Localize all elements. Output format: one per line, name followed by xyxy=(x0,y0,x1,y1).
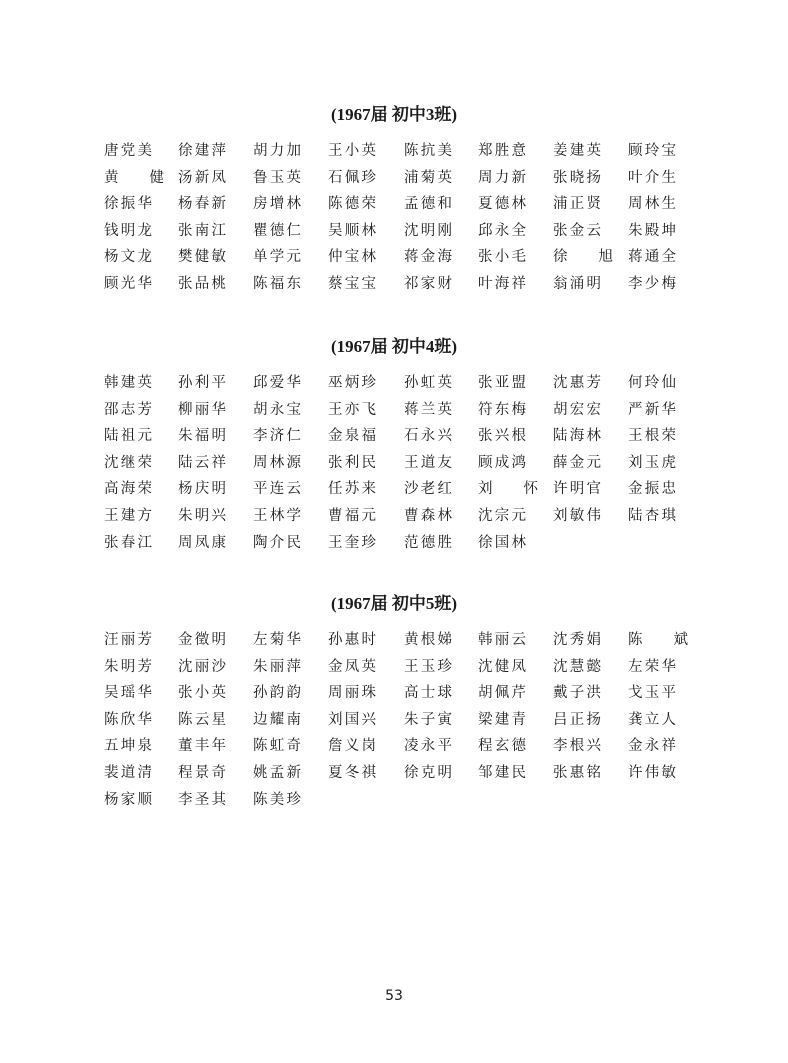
student-name: 五坤泉 xyxy=(104,738,152,755)
student-name: 夏冬祺 xyxy=(328,764,376,781)
student-name: 张南江 xyxy=(178,222,226,239)
student-name: 王小英 xyxy=(328,143,376,159)
student-name: 戈玉平 xyxy=(628,685,676,702)
student-name: 沈惠芳 xyxy=(553,375,601,391)
student-name: 陈抗美 xyxy=(404,143,452,159)
student-name: 巫炳珍 xyxy=(328,375,376,391)
name-row xyxy=(0,271,788,298)
name-row xyxy=(0,423,788,450)
section-title: (1967届 初中5班) xyxy=(330,594,458,613)
student-name: 张春江 xyxy=(104,534,152,551)
student-name: 梁建青 xyxy=(478,711,526,728)
student-name: 沈丽沙 xyxy=(178,658,226,675)
student-name: 董丰年 xyxy=(178,738,226,755)
name-row xyxy=(0,165,788,192)
student-name: 刘玉虎 xyxy=(628,454,676,471)
student-name: 李济仁 xyxy=(253,428,301,445)
student-name: 陈欣华 xyxy=(104,711,152,728)
student-name: 龚立人 xyxy=(628,711,676,728)
student-name: 程玄德 xyxy=(478,738,526,755)
student-name: 左荣华 xyxy=(628,658,676,675)
student-name: 顾成鸿 xyxy=(478,454,526,471)
student-name: 张金云 xyxy=(553,222,601,239)
student-name: 吴顺林 xyxy=(328,222,376,239)
name-row xyxy=(0,530,788,557)
student-name: 许伟敏 xyxy=(628,764,676,781)
student-name: 郑胜意 xyxy=(478,143,526,159)
student-name: 陆海林 xyxy=(553,428,601,445)
student-name: 孟德和 xyxy=(404,196,452,213)
class-section-3 xyxy=(0,102,788,298)
name-row xyxy=(0,450,788,477)
name-row xyxy=(0,733,788,760)
student-name: 孙虹英 xyxy=(404,375,452,391)
student-name: 仲宝林 xyxy=(328,249,376,266)
student-name: 徐 旭 xyxy=(553,249,613,266)
student-name: 朱殿坤 xyxy=(628,222,676,239)
student-name: 任苏来 xyxy=(328,481,376,498)
student-name: 邱永全 xyxy=(478,222,526,239)
student-name: 单学元 xyxy=(253,249,301,266)
student-name: 范德胜 xyxy=(404,534,452,551)
student-name: 沈继荣 xyxy=(104,454,152,471)
student-name: 徐建萍 xyxy=(178,143,226,159)
student-name: 高士球 xyxy=(404,685,452,702)
student-name: 柳丽华 xyxy=(178,401,226,418)
student-name: 金泉福 xyxy=(328,428,376,445)
student-name: 周林生 xyxy=(628,196,676,213)
student-name: 蒋兰英 xyxy=(404,401,452,418)
student-name: 孙惠时 xyxy=(328,632,376,648)
student-name: 胡佩芹 xyxy=(478,685,526,702)
student-name: 顾玲宝 xyxy=(628,143,676,159)
student-name: 张品桃 xyxy=(178,275,226,292)
student-name: 胡宏宏 xyxy=(553,401,601,418)
student-name: 蒋金海 xyxy=(404,249,452,266)
student-name: 张兴根 xyxy=(478,428,526,445)
student-name: 程景奇 xyxy=(178,764,226,781)
student-name: 李圣其 xyxy=(178,791,226,808)
student-name: 邵志芳 xyxy=(104,401,152,418)
student-name: 何玲仙 xyxy=(628,375,676,391)
student-name: 王亦飞 xyxy=(328,401,376,418)
student-name: 浦正贤 xyxy=(553,196,601,213)
name-row xyxy=(0,397,788,424)
student-name: 周凤康 xyxy=(178,534,226,551)
student-name: 曹森林 xyxy=(404,507,452,524)
student-name: 叶海祥 xyxy=(478,275,526,292)
student-name: 祁家财 xyxy=(404,275,452,292)
student-name: 胡力加 xyxy=(253,143,301,159)
name-row xyxy=(0,191,788,218)
student-name: 黄根娣 xyxy=(404,632,452,648)
student-name: 鲁玉英 xyxy=(253,169,301,186)
student-name: 金永祥 xyxy=(628,738,676,755)
student-name: 沈秀娟 xyxy=(553,632,601,648)
student-name: 陈虹奇 xyxy=(253,738,301,755)
student-name: 夏德林 xyxy=(478,196,526,213)
student-name: 吴瑶华 xyxy=(104,685,152,702)
student-name: 朱子寅 xyxy=(404,711,452,728)
student-name: 符东梅 xyxy=(478,401,526,418)
student-name: 韩丽云 xyxy=(478,632,526,648)
student-name: 石永兴 xyxy=(404,428,452,445)
student-name: 严新华 xyxy=(628,401,676,418)
student-name: 周丽珠 xyxy=(328,685,376,702)
student-name: 胡永宝 xyxy=(253,401,301,418)
student-name: 李根兴 xyxy=(553,738,601,755)
student-name: 边耀南 xyxy=(253,711,301,728)
student-name: 朱明芳 xyxy=(104,658,152,675)
student-name: 王根荣 xyxy=(628,428,676,445)
name-row xyxy=(0,503,788,530)
student-name: 金凤英 xyxy=(328,658,376,675)
student-name: 钱明龙 xyxy=(104,222,152,239)
name-row xyxy=(0,707,788,734)
student-name: 汪丽芳 xyxy=(104,632,152,648)
student-name: 左菊华 xyxy=(253,632,301,648)
student-name: 朱福明 xyxy=(178,428,226,445)
student-name: 周林源 xyxy=(253,454,301,471)
student-name: 凌永平 xyxy=(404,738,452,755)
student-name: 翁涌明 xyxy=(553,275,601,292)
student-name: 张小毛 xyxy=(478,249,526,266)
student-name: 杨家顺 xyxy=(104,791,152,808)
name-grid xyxy=(0,138,788,298)
student-name: 朱丽萍 xyxy=(253,658,301,675)
student-name: 王玉珍 xyxy=(404,658,452,675)
student-name: 裴道清 xyxy=(104,764,152,781)
student-name: 许明官 xyxy=(553,481,601,498)
student-name: 陈德荣 xyxy=(328,196,376,213)
student-name: 邹建民 xyxy=(478,764,526,781)
name-row xyxy=(0,370,788,397)
student-name: 刘国兴 xyxy=(328,711,376,728)
name-row xyxy=(0,787,788,814)
section-title: (1967届 初中3班) xyxy=(330,105,458,124)
name-row xyxy=(0,654,788,681)
student-name: 房增林 xyxy=(253,196,301,213)
page-number: 53 xyxy=(385,988,403,1004)
class-section-5 xyxy=(0,591,788,813)
student-name: 王建方 xyxy=(104,507,152,524)
student-name: 黄 健 xyxy=(104,169,164,186)
student-name: 杨春新 xyxy=(178,196,226,213)
student-name: 刘 怀 xyxy=(478,481,538,498)
student-name: 石佩珍 xyxy=(328,169,376,186)
student-name: 刘敏伟 xyxy=(553,507,601,524)
student-name: 吕正扬 xyxy=(553,711,601,728)
student-name: 周力新 xyxy=(478,169,526,186)
student-name: 陈福东 xyxy=(253,275,301,292)
section-title: (1967届 初中4班) xyxy=(330,337,458,356)
student-name: 徐国林 xyxy=(478,534,526,551)
student-name: 瞿德仁 xyxy=(253,222,301,239)
student-name: 徐克明 xyxy=(404,764,452,781)
student-name: 王奎珍 xyxy=(328,534,376,551)
name-row xyxy=(0,476,788,503)
student-name: 王道友 xyxy=(404,454,452,471)
student-name: 金徵明 xyxy=(178,632,226,648)
class-section-4 xyxy=(0,334,788,556)
student-name: 沈健凤 xyxy=(478,658,526,675)
student-name: 蔡宝宝 xyxy=(328,275,376,292)
student-name: 陈美珍 xyxy=(253,791,301,808)
student-name: 陆云祥 xyxy=(178,454,226,471)
student-name: 樊健敏 xyxy=(178,249,226,266)
student-name: 沈宗元 xyxy=(478,507,526,524)
student-name: 姚孟新 xyxy=(253,764,301,781)
student-name: 陈 斌 xyxy=(628,632,688,648)
student-name: 张利民 xyxy=(328,454,376,471)
name-grid xyxy=(0,370,788,556)
student-name: 唐党美 xyxy=(104,143,152,159)
student-name: 沙老红 xyxy=(404,481,452,498)
student-name: 杨庆明 xyxy=(178,481,226,498)
student-name: 高海荣 xyxy=(104,481,152,498)
student-name: 顾光华 xyxy=(104,275,152,292)
student-name: 徐振华 xyxy=(104,196,152,213)
student-name: 张亚盟 xyxy=(478,375,526,391)
student-name: 姜建英 xyxy=(553,143,601,159)
student-name: 詹义岗 xyxy=(328,738,376,755)
student-name: 汤新凤 xyxy=(178,169,226,186)
student-name: 陈云星 xyxy=(178,711,226,728)
student-name: 金振忠 xyxy=(628,481,676,498)
name-row xyxy=(0,627,788,654)
student-name: 沈慧懿 xyxy=(553,658,601,675)
student-name: 李少梅 xyxy=(628,275,676,292)
student-name: 邱爱华 xyxy=(253,375,301,391)
name-row xyxy=(0,218,788,245)
student-name: 张小英 xyxy=(178,685,226,702)
name-row xyxy=(0,680,788,707)
student-name: 平连云 xyxy=(253,481,301,498)
name-row xyxy=(0,138,788,165)
student-name: 薛金元 xyxy=(553,454,601,471)
student-name: 陆杏琪 xyxy=(628,507,676,524)
student-name: 陶介民 xyxy=(253,534,301,551)
student-name: 陆祖元 xyxy=(104,428,152,445)
student-name: 韩建英 xyxy=(104,375,152,391)
student-name: 王林学 xyxy=(253,507,301,524)
student-name: 沈明刚 xyxy=(404,222,452,239)
student-name: 张惠铭 xyxy=(553,764,601,781)
name-row xyxy=(0,760,788,787)
name-grid xyxy=(0,627,788,813)
student-name: 叶介生 xyxy=(628,169,676,186)
student-name: 朱明兴 xyxy=(178,507,226,524)
student-name: 孙利平 xyxy=(178,375,226,391)
student-name: 戴子洪 xyxy=(553,685,601,702)
student-name: 曹福元 xyxy=(328,507,376,524)
student-name: 浦菊英 xyxy=(404,169,452,186)
student-name: 蒋通全 xyxy=(628,249,676,266)
student-name: 张晓扬 xyxy=(553,169,601,186)
student-name: 杨文龙 xyxy=(104,249,152,266)
student-name: 孙韵韵 xyxy=(253,685,301,702)
name-row xyxy=(0,244,788,271)
